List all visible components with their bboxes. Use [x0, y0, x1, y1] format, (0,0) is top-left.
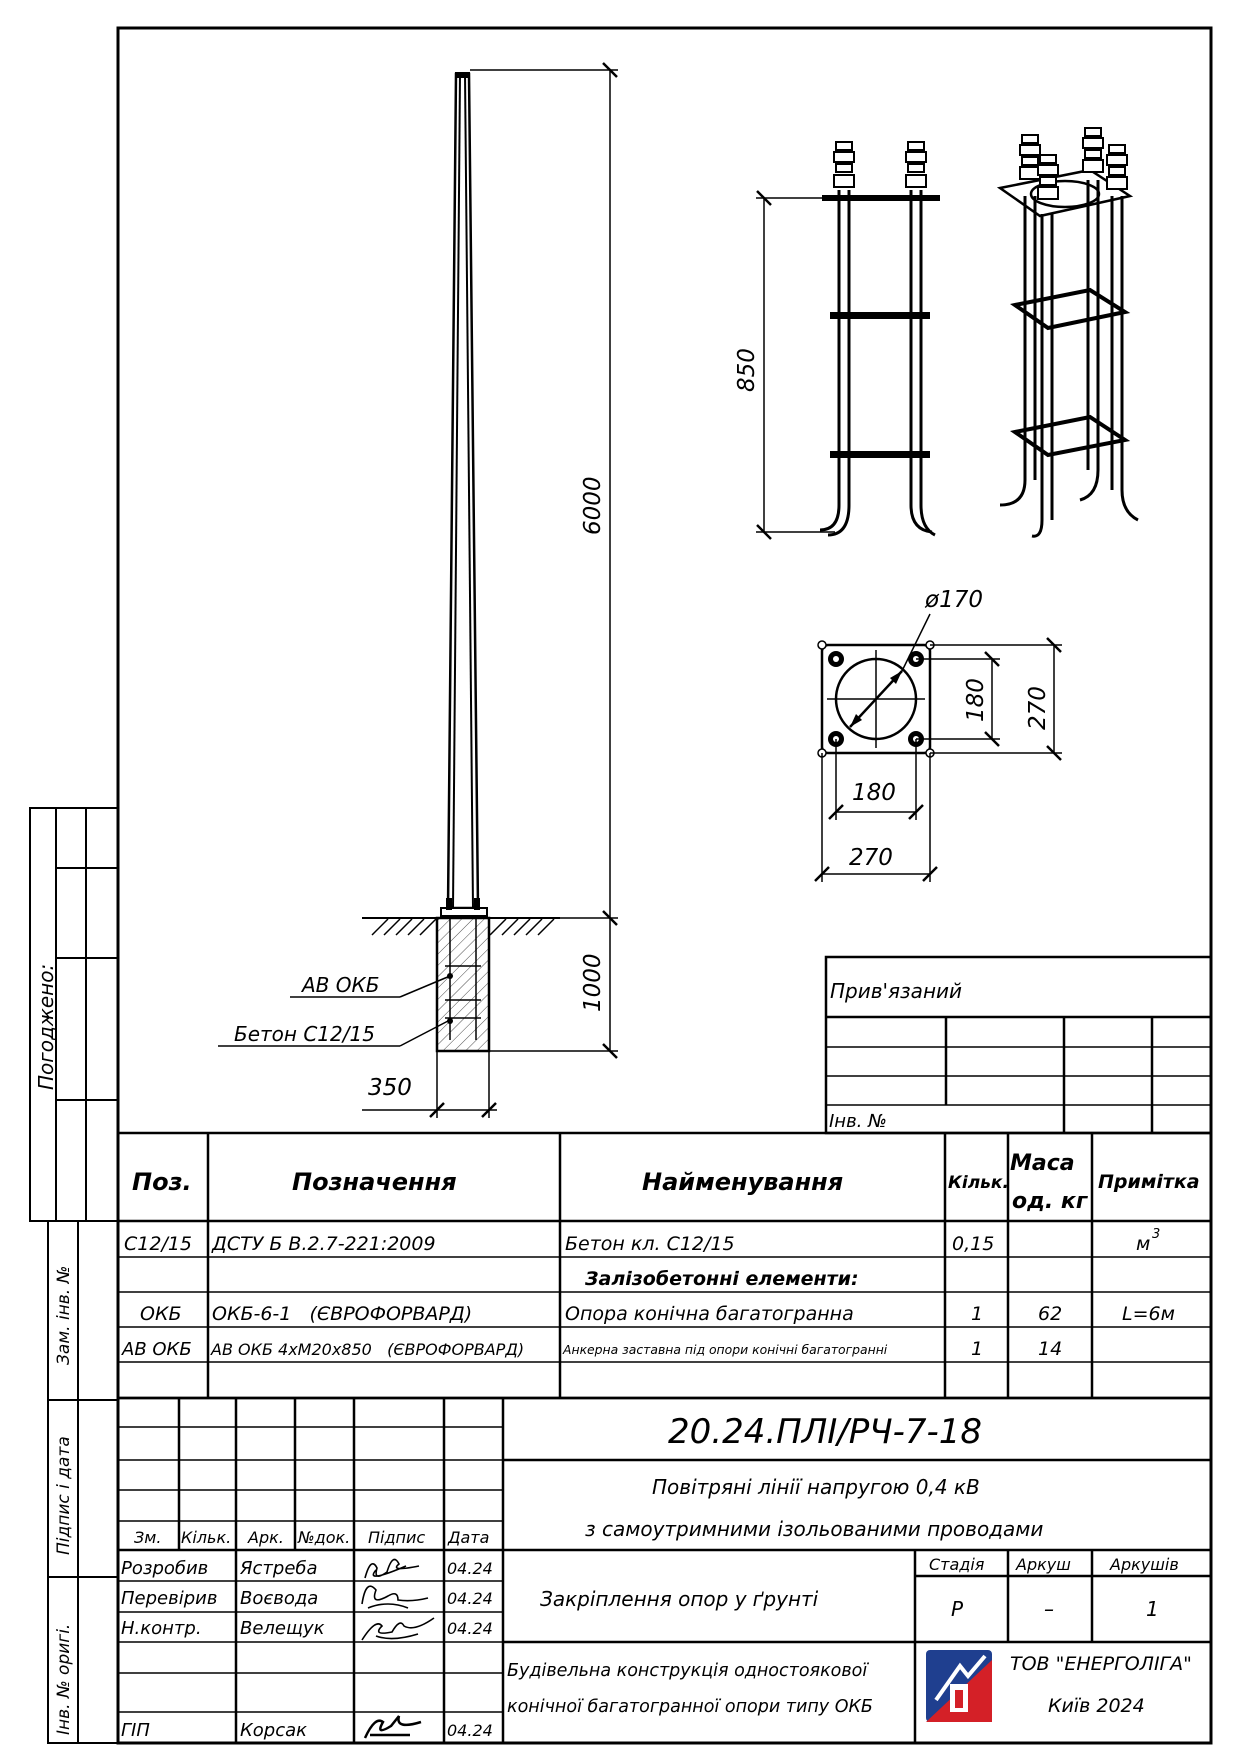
signature-mark	[365, 1560, 419, 1579]
signature-mark	[362, 1618, 434, 1640]
spec-designation: ДСТУ Б В.2.7-221:2009	[212, 1233, 436, 1255]
spec-pos: ОКБ	[140, 1303, 182, 1325]
title-block-main	[507, 1412, 1192, 1717]
stage-header: Стадія	[929, 1555, 985, 1574]
spec-h-mass1: Маса	[1010, 1151, 1075, 1176]
tb-person: Воєвода	[240, 1588, 319, 1609]
sheet-title: Закріплення опор у ґрунті	[540, 1587, 819, 1611]
company-name: ТОВ "ЕНЕРГОЛІГА"	[1010, 1653, 1192, 1675]
spec-header	[132, 1151, 1200, 1214]
sheet-header: Аркуш	[1016, 1555, 1071, 1574]
spec-name: Бетон кл. С12/15	[565, 1233, 735, 1255]
company-logo	[926, 1650, 992, 1722]
tb-date: 04.24	[447, 1559, 493, 1578]
tb-role: ГІП	[121, 1720, 150, 1741]
tb-role: Розробив	[121, 1558, 209, 1579]
spec-qty: 1	[971, 1338, 984, 1360]
spec-row	[140, 1303, 1175, 1325]
signature-mark	[365, 1716, 421, 1738]
tb-person: Корсак	[240, 1720, 308, 1741]
title-block-people	[121, 1558, 493, 1741]
spec-name: Опора конічна багатогранна	[565, 1303, 854, 1325]
base-plate-plan	[818, 614, 934, 757]
spec-h-mass2: од. кг	[1012, 1189, 1088, 1214]
concrete-foundation	[437, 918, 489, 1051]
tb-h-pidpys: Підпис	[368, 1528, 426, 1547]
spec-h-pos: Поз.	[132, 1168, 192, 1196]
dim-270-h: 270	[849, 845, 893, 871]
spec-note: L=6м	[1122, 1303, 1175, 1325]
spec-qty: 1	[971, 1303, 984, 1325]
sheets-value: 1	[1146, 1597, 1159, 1621]
dim-pole-height	[470, 63, 618, 1058]
stage-value: Р	[951, 1597, 964, 1621]
spec-pos: АВ ОКБ	[122, 1339, 192, 1360]
spec-row	[124, 1227, 1160, 1255]
bound-title: Прив'язаний	[830, 979, 963, 1003]
spec-row	[584, 1268, 859, 1290]
orig-inv-label: Інв. № оригі.	[54, 1623, 74, 1735]
drawing-line-1: Будівельна конструкція одностоякової	[507, 1661, 868, 1681]
spec-pos: С12/15	[124, 1233, 193, 1255]
tb-person: Ястреба	[240, 1558, 318, 1579]
dim-850: 850	[734, 348, 760, 392]
callout-concrete: Бетон С12/15	[234, 1022, 375, 1046]
spec-row	[121, 1338, 1062, 1360]
spec-mass: 14	[1038, 1338, 1063, 1360]
tb-h-data: Дата	[448, 1528, 490, 1547]
sign-date-label: Підпис і дата	[54, 1436, 74, 1555]
project-line-2: з самоутримними ізольованими проводами	[585, 1517, 1044, 1541]
dim-1000: 1000	[580, 953, 606, 1012]
spec-h-name: Найменування	[642, 1168, 844, 1196]
spec-designation: АВ ОКБ 4хМ20х850 (ЄВРОФОРВАРД)	[211, 1340, 525, 1359]
replace-inv-label: Зам. інв. №	[54, 1265, 74, 1365]
side-stamp	[30, 808, 118, 1743]
tb-person: Велещук	[240, 1618, 325, 1639]
anchor-cage-side	[820, 142, 940, 535]
tb-date: 04.24	[447, 1619, 493, 1638]
spec-qty: 0,15	[952, 1233, 995, 1255]
dim-180-h: 180	[852, 780, 896, 806]
title-block-headers	[134, 1528, 489, 1547]
drawing-line-2: конічної багатогранної опори типу ОКБ	[507, 1697, 873, 1717]
tb-role: Н.контр.	[121, 1618, 202, 1639]
dim-diameter: ø170	[925, 587, 983, 613]
spec-h-note: Примітка	[1098, 1171, 1200, 1193]
dim-anchor-height	[756, 191, 835, 539]
spec-name: Анкерна заставна під опори конічні багатогранні	[563, 1342, 888, 1357]
tb-h-zm: Зм.	[134, 1528, 162, 1547]
tb-role: Перевірив	[121, 1588, 218, 1609]
project-line-1: Повітряні лінії напругою 0,4 кВ	[652, 1475, 980, 1499]
dim-350: 350	[368, 1075, 412, 1101]
document-code: 20.24.ПЛІ/РЧ-7-18	[668, 1412, 983, 1452]
spec-note-sup: 3	[1152, 1227, 1161, 1242]
dim-270-v: 270	[1025, 686, 1051, 730]
dim-180-v: 180	[963, 678, 989, 722]
tb-h-kilk: Кільк.	[181, 1528, 232, 1547]
spec-mass: 62	[1038, 1303, 1063, 1325]
sheet-value: –	[1044, 1597, 1054, 1621]
anchor-cage-iso	[1000, 128, 1138, 536]
signatures	[362, 1560, 434, 1739]
tb-h-ark: Арк.	[248, 1528, 284, 1547]
signature-mark	[362, 1586, 428, 1608]
spec-note: м	[1136, 1233, 1151, 1255]
city-year: Київ 2024	[1048, 1695, 1145, 1717]
tb-h-ndok: №док.	[298, 1528, 351, 1547]
tb-date: 04.24	[447, 1721, 493, 1740]
tb-date: 04.24	[447, 1589, 493, 1608]
sheets-header: Аркушів	[1110, 1555, 1179, 1574]
agreed-label: Погоджено:	[34, 963, 58, 1090]
bound-inv: Інв. №	[829, 1111, 887, 1132]
pole-shaft	[448, 74, 478, 908]
pole-elevation	[362, 72, 560, 1051]
dim-6000: 6000	[580, 476, 606, 535]
spec-designation: ОКБ-6-1 (ЄВРОФОРВАРД)	[212, 1303, 473, 1325]
spec-h-designation: Позначення	[292, 1168, 457, 1196]
spec-h-qty: Кільк.	[948, 1173, 1009, 1193]
callout-anchor: АВ ОКБ	[302, 973, 380, 997]
spec-section-title: Залізобетонні елементи:	[585, 1268, 859, 1290]
